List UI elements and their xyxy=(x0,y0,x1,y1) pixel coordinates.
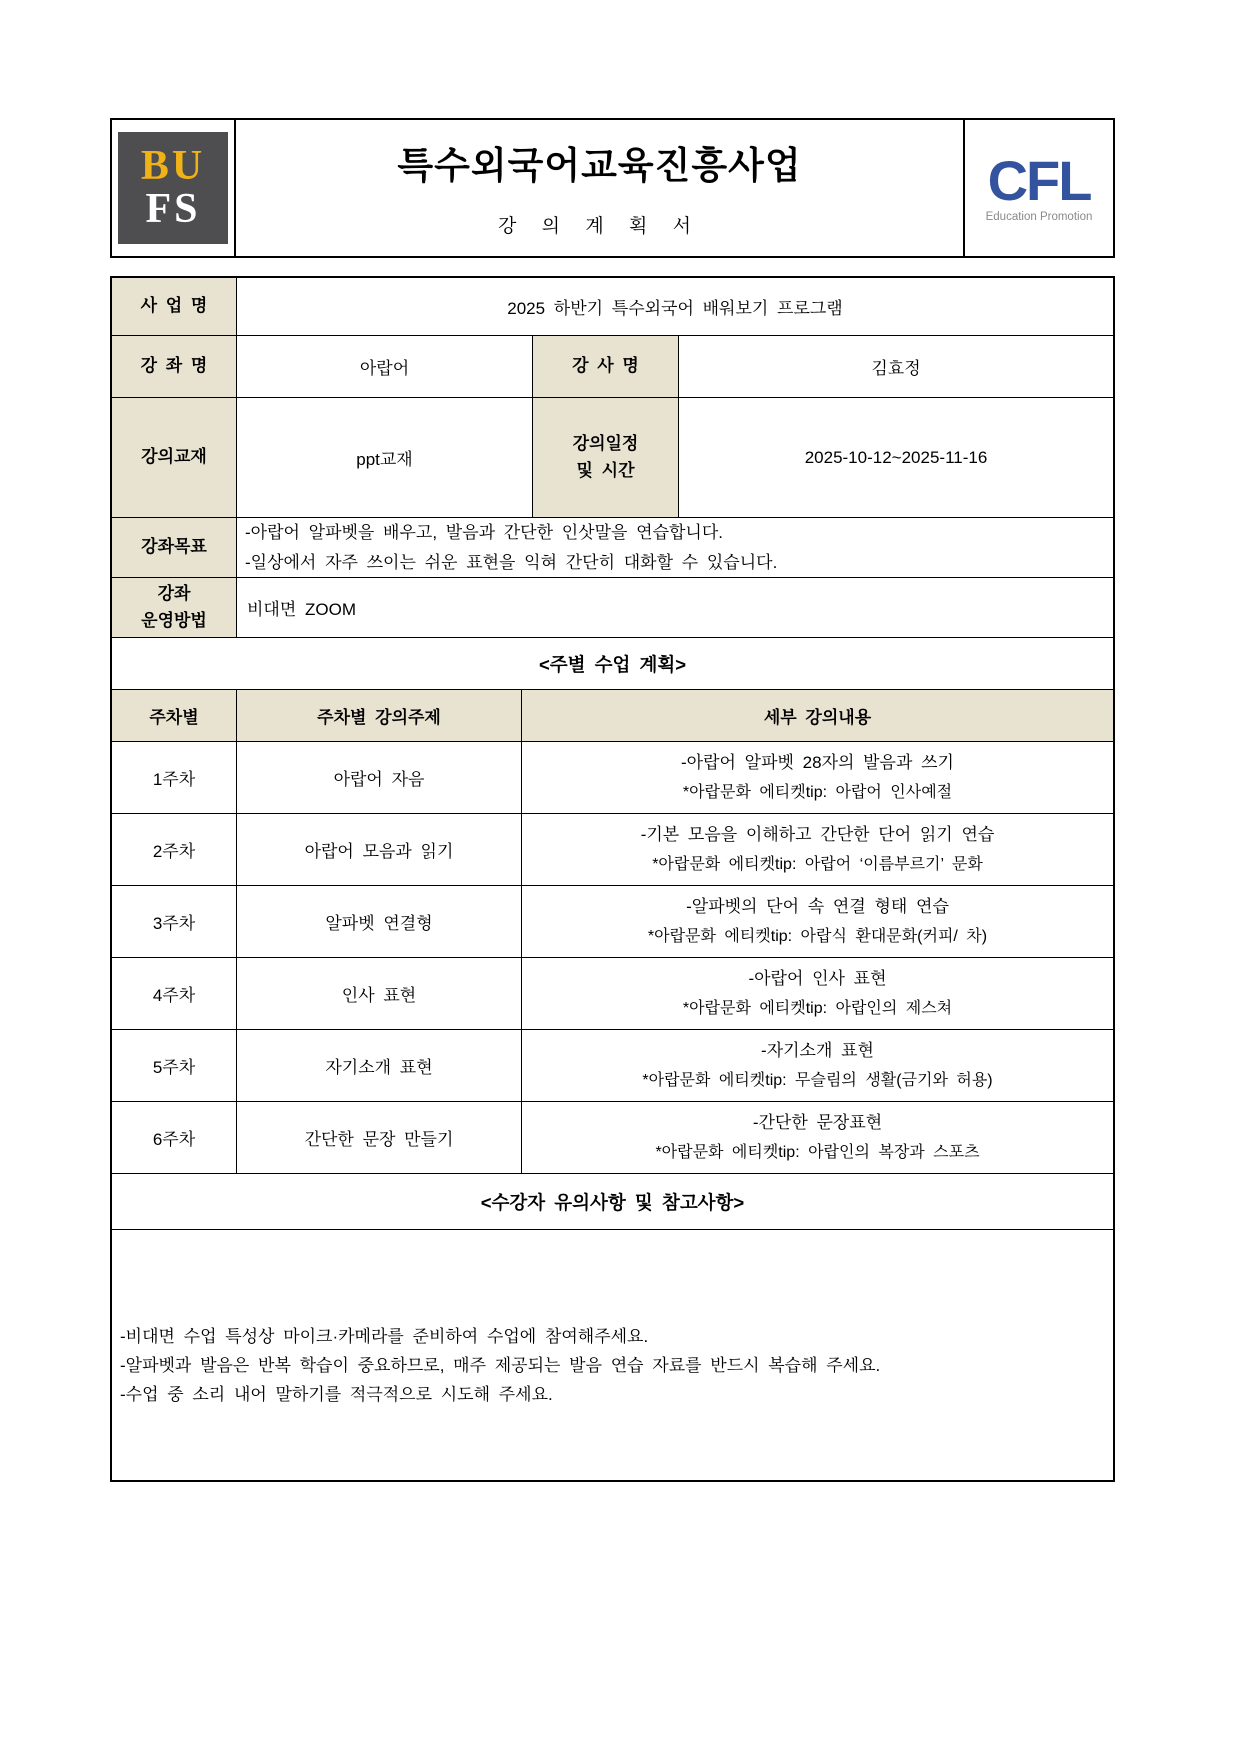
week-topic: 아랍어 자음 xyxy=(237,742,522,813)
row-method xyxy=(112,578,1113,638)
schedule-label-line1: 강의일정 xyxy=(572,434,639,454)
row-business-name xyxy=(112,278,1113,336)
week-detail xyxy=(522,1030,1113,1101)
week-topic: 아랍어 모음과 읽기 xyxy=(237,814,522,885)
bufs-logo-text-top: BU xyxy=(140,143,206,190)
method-label xyxy=(112,578,237,637)
note-line-2: -알파벳과 발음은 반복 학습이 중요하므로, 매주 제공되는 발음 연습 자료를 반드시 복습해 주세요. xyxy=(120,1356,881,1375)
schedule-label-line2: 및 시간 xyxy=(576,460,635,480)
schedule-value: 2025-10-12~2025-11-16 xyxy=(804,447,988,467)
note-line-3: -수업 중 소리 내어 말하기를 적극적으로 시도해 주세요. xyxy=(120,1385,553,1404)
notes-section-title: <수강자 유의사항 및 참고사항> xyxy=(112,1174,1113,1230)
week-detail-line2: *아랍문화 에티켓tip: 아랍인의 제스쳐 xyxy=(682,999,953,1017)
week-detail xyxy=(522,1102,1113,1173)
week-topic: 간단한 문장 만들기 xyxy=(237,1102,522,1173)
week-detail xyxy=(522,742,1113,813)
week-number: 2주차 xyxy=(112,814,237,885)
document-title: 특수외국어교육진흥사업 xyxy=(397,144,802,186)
schedule-label xyxy=(533,398,679,517)
week-detail-line2: *아랍문화 에티켓tip: 아랍어 ‘이름부르기’ 문화 xyxy=(652,855,983,873)
bufs-logo-text-bottom: FS xyxy=(145,186,201,232)
week-detail-line2: *아랍문화 에티켓tip: 아랍식 환대문화(커피/ 차) xyxy=(647,927,988,945)
note-line-1: -비대면 수업 특성상 마이크·카메라를 준비하여 수업에 참여해주세요. xyxy=(120,1327,649,1346)
week-row-1 xyxy=(112,742,1113,814)
week-topic: 자기소개 표현 xyxy=(237,1030,522,1101)
week-number: 5주차 xyxy=(112,1030,237,1101)
bufs-logo xyxy=(118,132,228,244)
week-detail xyxy=(522,886,1113,957)
method-value: 비대면 ZOOM xyxy=(247,600,356,619)
week-detail-line1: -아랍어 인사 표현 xyxy=(748,968,887,988)
week-row-5 xyxy=(112,1030,1113,1102)
goal-line-1: -아랍어 알파벳을 배우고, 발음과 간단한 인삿말을 연습합니다. xyxy=(245,522,723,542)
bufs-logo-cell xyxy=(112,120,236,256)
textbook-value: ppt교재 xyxy=(237,398,533,517)
week-row-6 xyxy=(112,1102,1113,1174)
week-detail-line1: -알파벳의 단어 속 연결 형태 연습 xyxy=(686,896,949,916)
week-detail-line1: -자기소개 표현 xyxy=(761,1040,874,1060)
header-title-cell xyxy=(236,120,963,256)
cfl-logo: CFL xyxy=(987,149,1091,212)
col-header-detail: 세부 강의내용 xyxy=(522,690,1113,741)
week-detail-line1: -기본 모음을 이해하고 간단한 단어 읽기 연습 xyxy=(640,824,995,844)
cfl-logo-cell xyxy=(963,120,1113,256)
cfl-logo-caption: Education Promotion xyxy=(985,211,1093,223)
week-detail-line2: *아랍문화 에티켓tip: 무슬림의 생활(금기와 허용) xyxy=(642,1071,993,1089)
course-name-value: 아랍어 xyxy=(237,336,533,397)
col-header-topic: 주차별 강의주제 xyxy=(237,690,522,741)
week-row-4 xyxy=(112,958,1113,1030)
week-number: 3주차 xyxy=(112,886,237,957)
goal-line-2: -일상에서 자주 쓰이는 쉬운 표현을 익혀 간단히 대화할 수 있습니다. xyxy=(245,552,778,572)
course-name-label: 강 좌 명 xyxy=(112,336,237,397)
week-detail-line1: -아랍어 알파벳 28자의 발음과 쓰기 xyxy=(681,752,954,772)
week-detail-line1: -간단한 문장표현 xyxy=(752,1112,883,1132)
header-banner xyxy=(110,118,1115,258)
week-topic: 인사 표현 xyxy=(237,958,522,1029)
week-number: 1주차 xyxy=(112,742,237,813)
row-course-instructor xyxy=(112,336,1113,398)
notes-row xyxy=(112,1230,1113,1480)
week-row-3 xyxy=(112,886,1113,958)
business-name-value: 2025 하반기 특수외국어 배워보기 프로그램 xyxy=(507,299,843,318)
goal-value xyxy=(237,518,1113,577)
business-name-label: 사 업 명 xyxy=(112,278,237,335)
method-label-line1: 강좌 xyxy=(157,584,191,604)
weekly-plan-section-title: <주별 수업 계획> xyxy=(112,638,1113,690)
textbook-label: 강의교재 xyxy=(112,398,237,517)
week-topic: 알파벳 연결형 xyxy=(237,886,522,957)
week-detail xyxy=(522,958,1113,1029)
row-course-goal xyxy=(112,518,1113,578)
week-detail xyxy=(522,814,1113,885)
syllabus-table xyxy=(110,276,1115,1482)
goal-label: 강좌목표 xyxy=(112,518,237,577)
instructor-value: 김효정 xyxy=(871,359,921,378)
notes-content xyxy=(112,1230,1113,1480)
week-number: 4주차 xyxy=(112,958,237,1029)
method-label-line2: 운영방법 xyxy=(141,610,207,630)
col-header-week: 주차별 xyxy=(112,690,237,741)
week-number: 6주차 xyxy=(112,1102,237,1173)
instructor-label: 강 사 명 xyxy=(533,336,679,397)
document-subtitle: 강 의 계 획 서 xyxy=(498,215,701,237)
weekly-header-row xyxy=(112,690,1113,742)
week-row-2 xyxy=(112,814,1113,886)
week-detail-line2: *아랍문화 에티켓tip: 아랍어 인사예절 xyxy=(682,783,953,801)
row-textbook-schedule xyxy=(112,398,1113,518)
week-detail-line2: *아랍문화 에티켓tip: 아랍인의 복장과 스포츠 xyxy=(655,1143,980,1161)
